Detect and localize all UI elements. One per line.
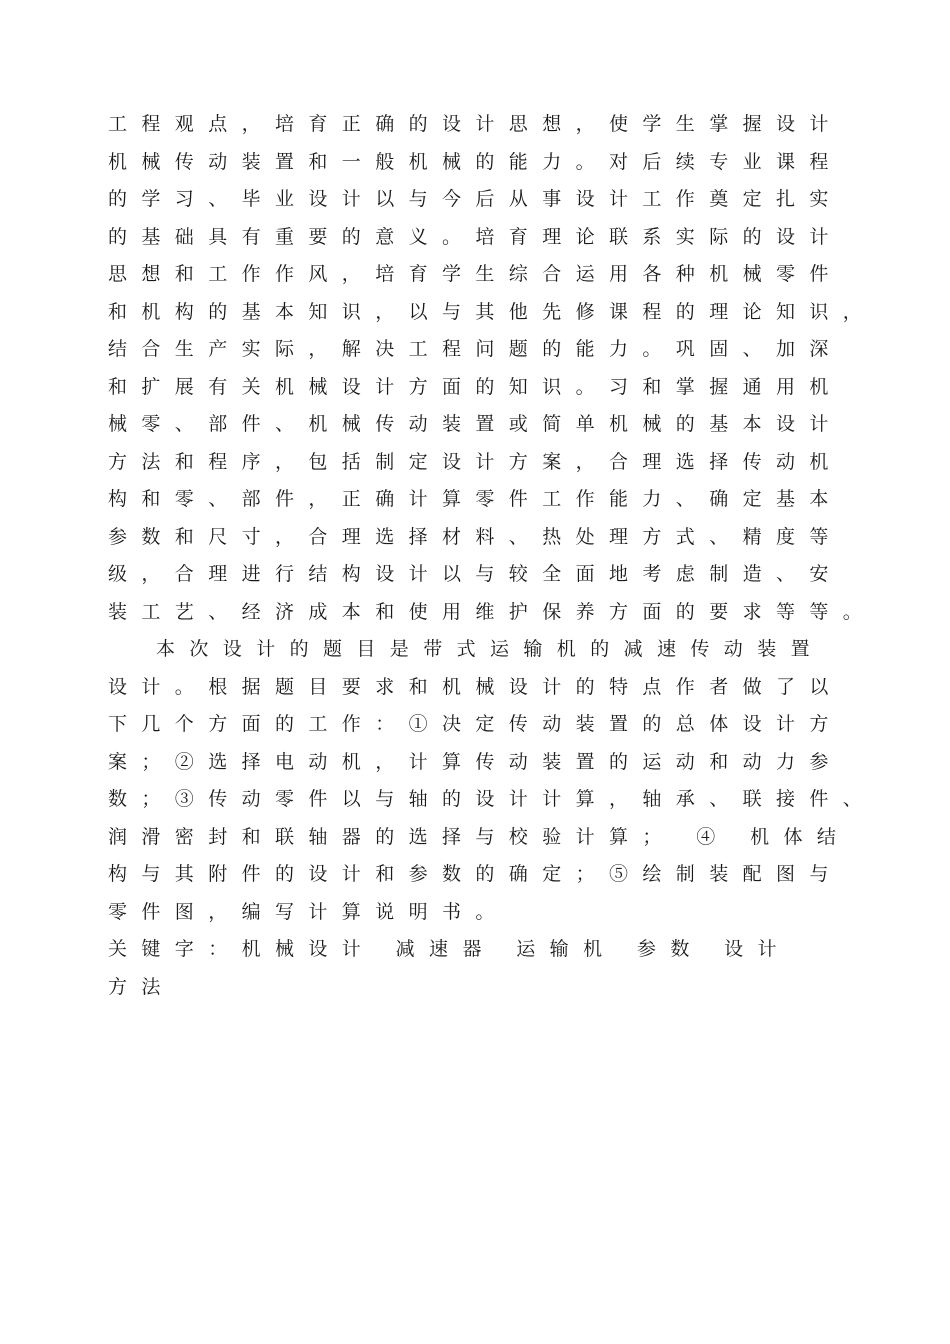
text-line: 机械传动装置和一般机械的能力。对后续专业课程 xyxy=(108,150,843,173)
text-line: 方法和程序，包括制定设计方案，合理选择传动机 xyxy=(108,450,843,473)
text-line: 的基础具有重要的意义。培育理论联系实际的设计 xyxy=(108,225,843,248)
text-line: 的学习、毕业设计以与今后从事设计工作奠定扎实 xyxy=(108,188,843,210)
keywords-line: 关键字：机械设计 减速器 运输机 参数 设计 xyxy=(108,938,791,960)
text-line: 零件图，编写计算说明书。 xyxy=(108,900,509,923)
text-line: 和扩展有关机械设计方面的知识。习和掌握通用机 xyxy=(108,375,843,398)
text-line: 级，合理进行结构设计以与较全面地考虑制造、安 xyxy=(108,563,843,585)
text-line: 案；②选择电动机，计算传动装置的运动和动力参 xyxy=(108,750,843,773)
text-line: 装工艺、经济成本和使用维护保养方面的要求等等。 xyxy=(108,600,877,623)
text-line: 工程观点，培育正确的设计思想，使学生掌握设计 xyxy=(108,113,843,135)
text-line: 思想和工作作风，培育学生综合运用各种机械零件 xyxy=(108,263,843,285)
text-line: 润滑密封和联轴器的选择与校验计算； ④ 机体结 xyxy=(108,825,851,848)
text-line: 设计。根据题目要求和机械设计的特点作者做了以 xyxy=(108,675,843,698)
text-line: 构与其附件的设计和参数的确定；⑤绘制装配图与 xyxy=(108,863,843,885)
keywords-line: 方法 xyxy=(108,975,175,998)
text-line: 数；③传动零件以与轴的设计计算，轴承、联接件、 xyxy=(108,788,877,810)
text-line: 构和零、部件，正确计算零件工作能力、确定基本 xyxy=(108,488,843,510)
paragraph-start-line: 本次设计的题目是带式运输机的减速传动装置 xyxy=(156,638,825,660)
text-line: 下几个方面的工作：①决定传动装置的总体设计方 xyxy=(108,713,843,735)
body-text xyxy=(108,106,877,1006)
text-line: 参数和尺寸，合理选择材料、热处理方式、精度等 xyxy=(108,525,843,548)
text-line: 和机构的基本知识，以与其他先修课程的理论知识， xyxy=(108,300,877,323)
text-line: 结合生产实际，解决工程问题的能力。巩固、加深 xyxy=(108,338,843,360)
text-line: 械零、部件、机械传动装置或简单机械的基本设计 xyxy=(108,413,843,435)
